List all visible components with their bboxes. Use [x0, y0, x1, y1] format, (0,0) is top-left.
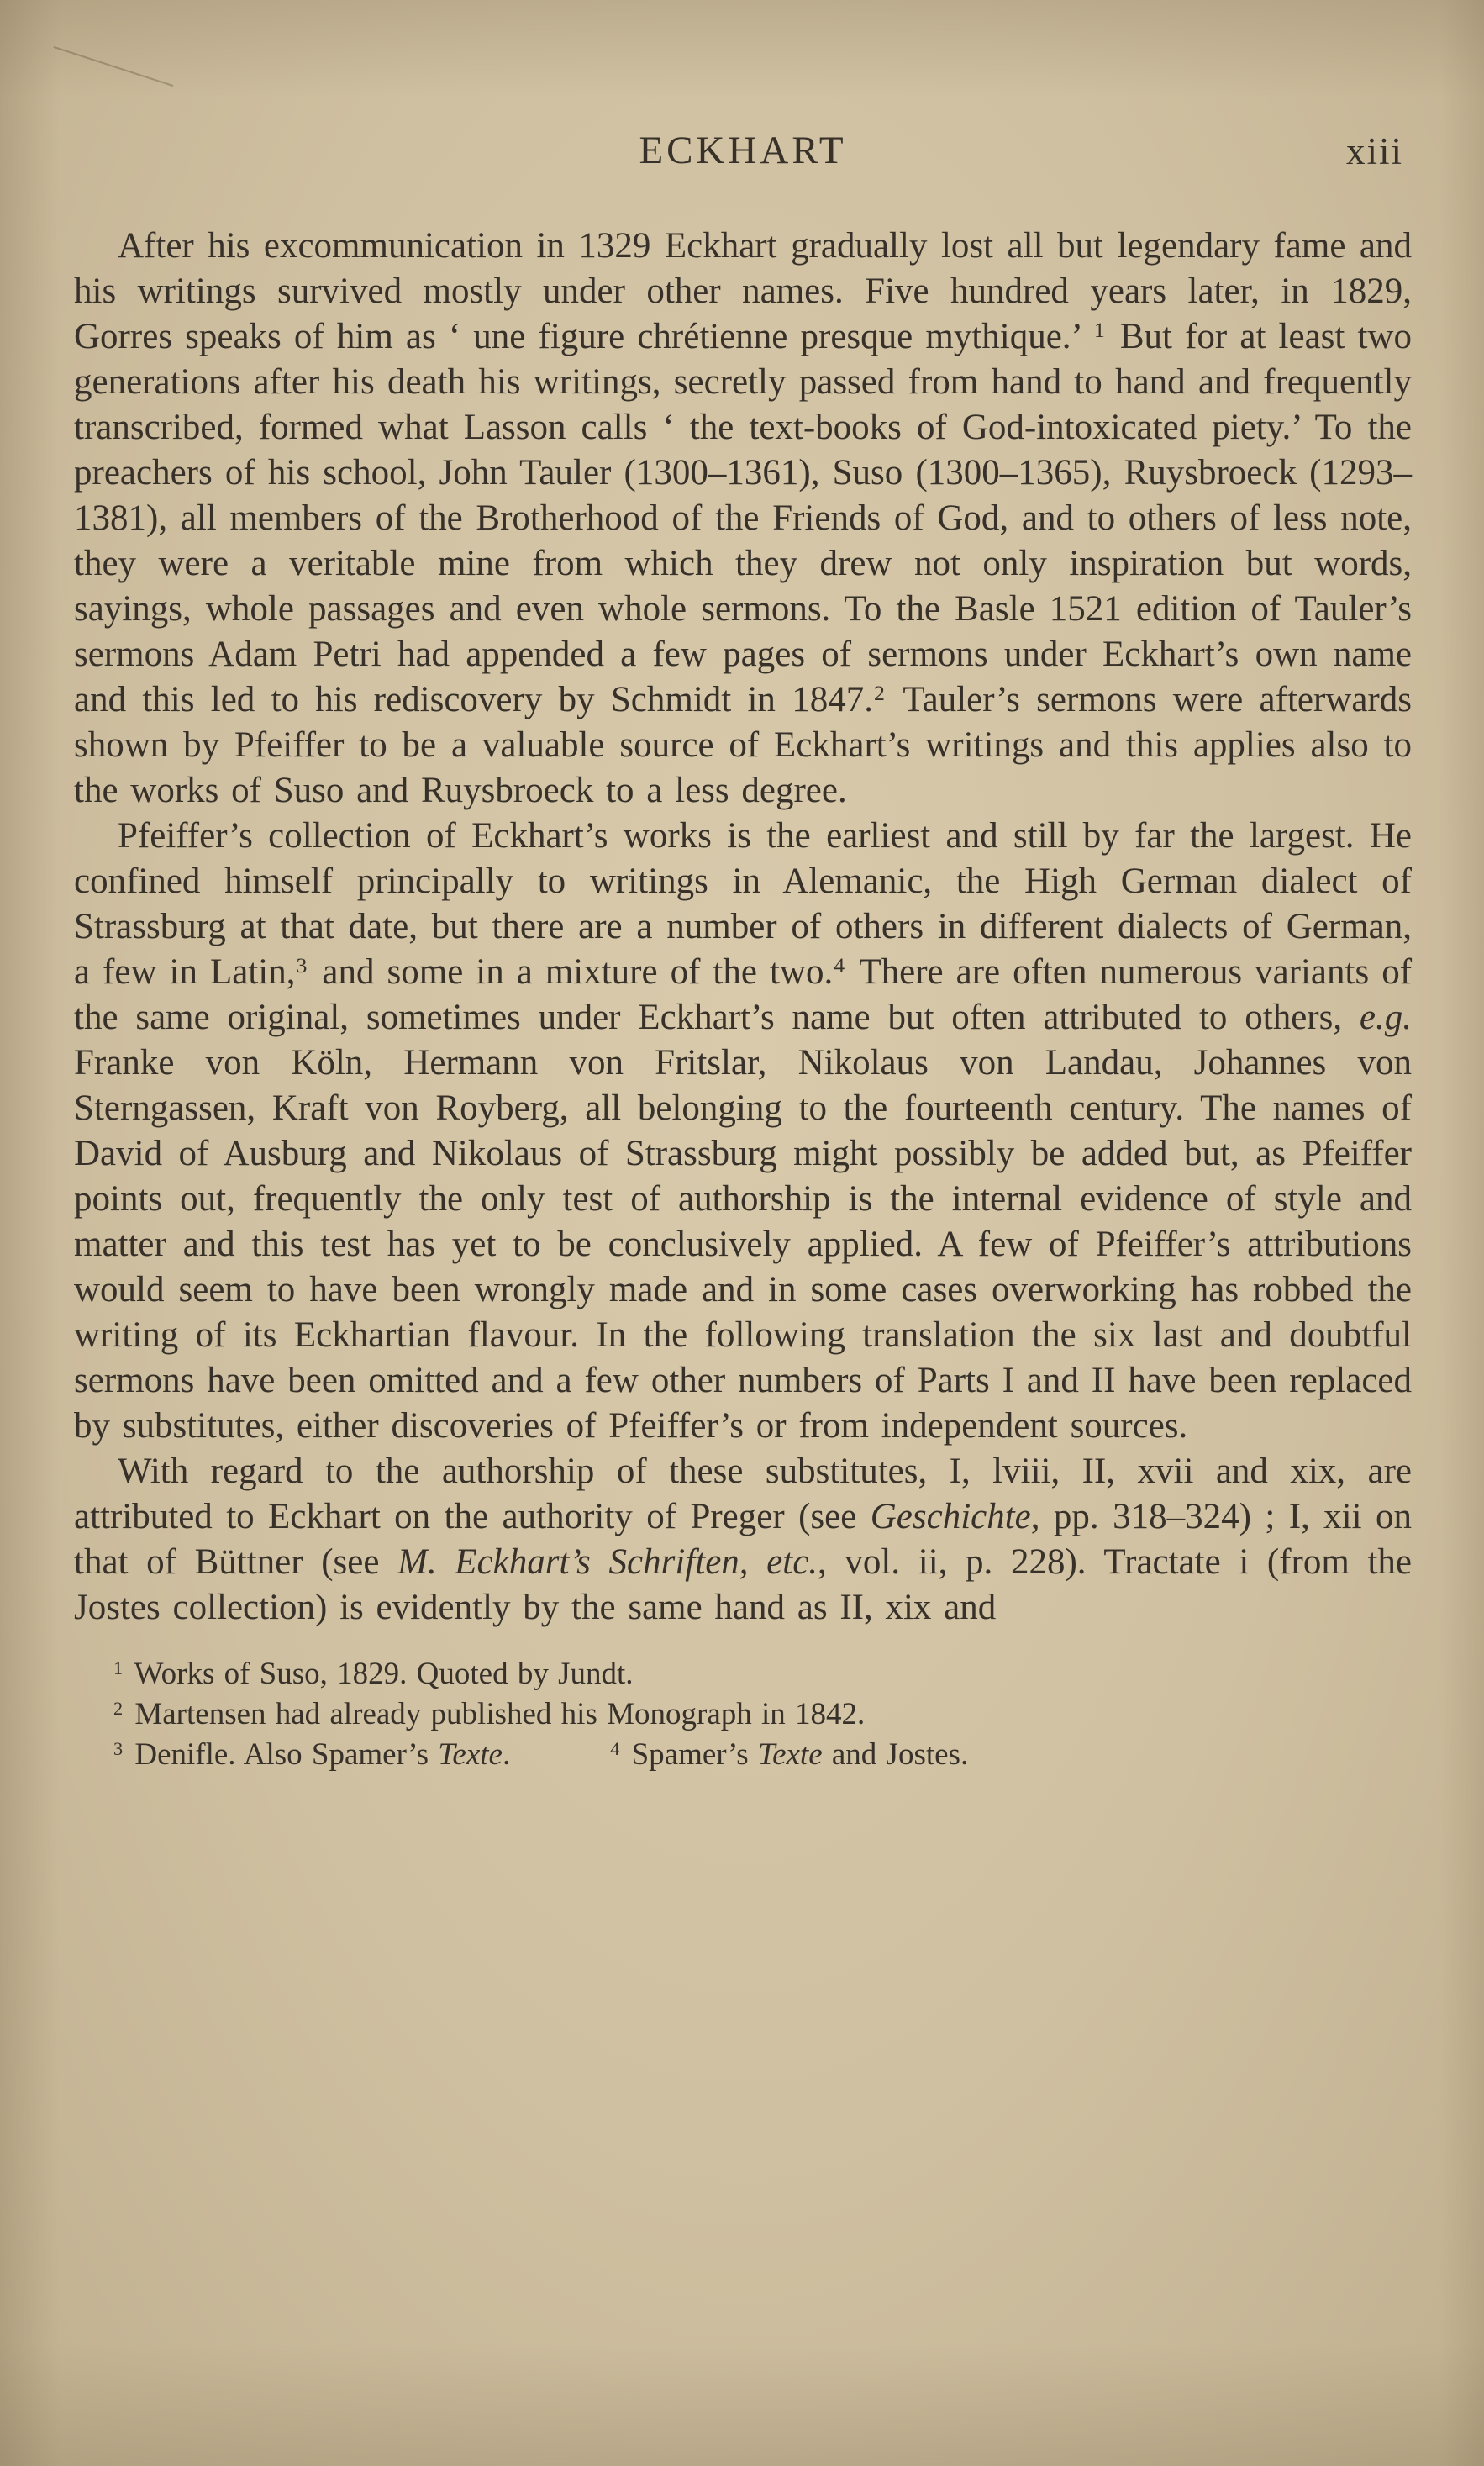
footnote-marker: 2 — [873, 681, 885, 706]
footnote-line — [74, 1694, 1412, 1735]
page-number: xiii — [1345, 130, 1403, 172]
text-run: and some in a mixture of the two. — [309, 952, 834, 992]
footnote-marker: 4 — [834, 953, 845, 978]
text-run: There are often numerous variants of the same original, sometimes under Eckhart’s name but often attributed to others, — [74, 952, 1413, 1037]
footnote-marker: 3 — [296, 953, 308, 978]
italic-text: e.g. — [1359, 998, 1412, 1037]
text-run: . — [502, 1737, 511, 1772]
text-run: , pp. 318–324) ; I, xii on that of Büttner (see — [74, 1497, 1412, 1582]
italic-text: Geschichte — [870, 1497, 1031, 1536]
footnote-line — [74, 1654, 1412, 1694]
footnote-marker: 3 — [113, 1737, 124, 1759]
footnote-marker: 4 — [610, 1737, 620, 1759]
body-paragraphs — [74, 224, 1412, 1631]
footnote-marker: 1 — [1093, 318, 1105, 343]
page-header — [74, 128, 1412, 180]
paragraph — [74, 814, 1412, 1449]
footnote-marker: 2 — [113, 1697, 124, 1719]
footnote-marker: 1 — [113, 1657, 124, 1678]
italic-text: Texte — [757, 1737, 823, 1772]
text-run: But for at least two generations after his death his writings, secretly passed from hand to hand and frequently transcribed, formed what Lasson calls ‘ the text-books of God-intoxicated piety.’ To the preachers of his school, John Tauler (1300–1361), Suso (1300–1365), Ruysbroeck (1293–1381), all members of the Brotherhood of the Friends of God, and to others of less note, they were a veritable mine from which they drew not only inspiration but words, sayings, whole passages and even whole sermons. To the Basle 1521 edition of Tauler’s sermons Adam Petri had appended a few pages of sermons under Eckhart’s own name and this led to his rediscovery by Schmidt in 1847. — [74, 317, 1412, 719]
text-run: , vol. ii, p. 228). Tractate i (from the Jostes collection) is evidently by the same hand as II, xix and — [74, 1542, 1412, 1627]
text-run: Martensen had already published his Monograph in 1842. — [125, 1697, 866, 1731]
paragraph — [74, 224, 1412, 814]
text-run: After his excommunication in 1329 Eckhart gradually lost all but legendary fame and his writings survived mostly under other names. Five hundred years later, in 1829, Gorres speaks of him as ‘ une figure chrétienne presque mythique.’ — [74, 226, 1412, 356]
text-run: Franke von Köln, Hermann von Fritslar, Nikolaus von Landau, Johannes von Sterngassen, Kraft von Royberg, all belonging to the fourteenth century. The names of David of Ausburg and Nikolaus of Strassburg might possibly be added but, as Pfeiffer points out, frequently the only test of authorship is the internal evidence of style and matter and this test has yet to be conclusively applied. A few of Pfeiffer’s attributions would seem to have been wrongly made and in some cases overworking has robbed the writing of its Eckhartian flavour. In the following translation the six last and doubtful sermons have been omitted and a few other numbers of Parts I and II have been replaced by substitutes, either discoveries of Pfeiffer’s or from independent sources. — [74, 1043, 1412, 1446]
scan-scratch-artifact — [53, 46, 173, 87]
footnote-line — [74, 1735, 1412, 1775]
italic-text: M. Eckhart’s Schriften, etc. — [397, 1542, 818, 1582]
text-run: Pfeiffer’s collection of Eckhart’s works is the earliest and still by far the largest. He confined himself principally to writings in Alemanic, the High German dialect of Strassburg at that date, but there are a number of others in different dialects of German, a few in Latin, — [74, 816, 1412, 992]
italic-text: Texte — [438, 1737, 503, 1772]
text-run: and Jostes. — [822, 1737, 969, 1772]
text-run: Denifle. Also Spamer’s — [125, 1737, 439, 1772]
running-title: ECKHART — [639, 129, 847, 172]
footnotes — [74, 1654, 1412, 1775]
text-run: Spamer’s — [622, 1737, 758, 1772]
text-run: With regard to the authorship of these substitutes, I, lviii, II, xvii and xix, are attributed to Eckhart on the authority of Preger (see — [74, 1452, 1412, 1536]
text-run: Tauler’s sermons were afterwards shown by Pfeiffer to be a valuable source of Eckhart’s writings and this applies also to the works of Suso and Ruysbroeck to a less degree. — [74, 680, 1412, 810]
text-run: Works of Suso, 1829. Quoted by Jundt. — [125, 1657, 634, 1691]
paragraph — [74, 1449, 1412, 1631]
